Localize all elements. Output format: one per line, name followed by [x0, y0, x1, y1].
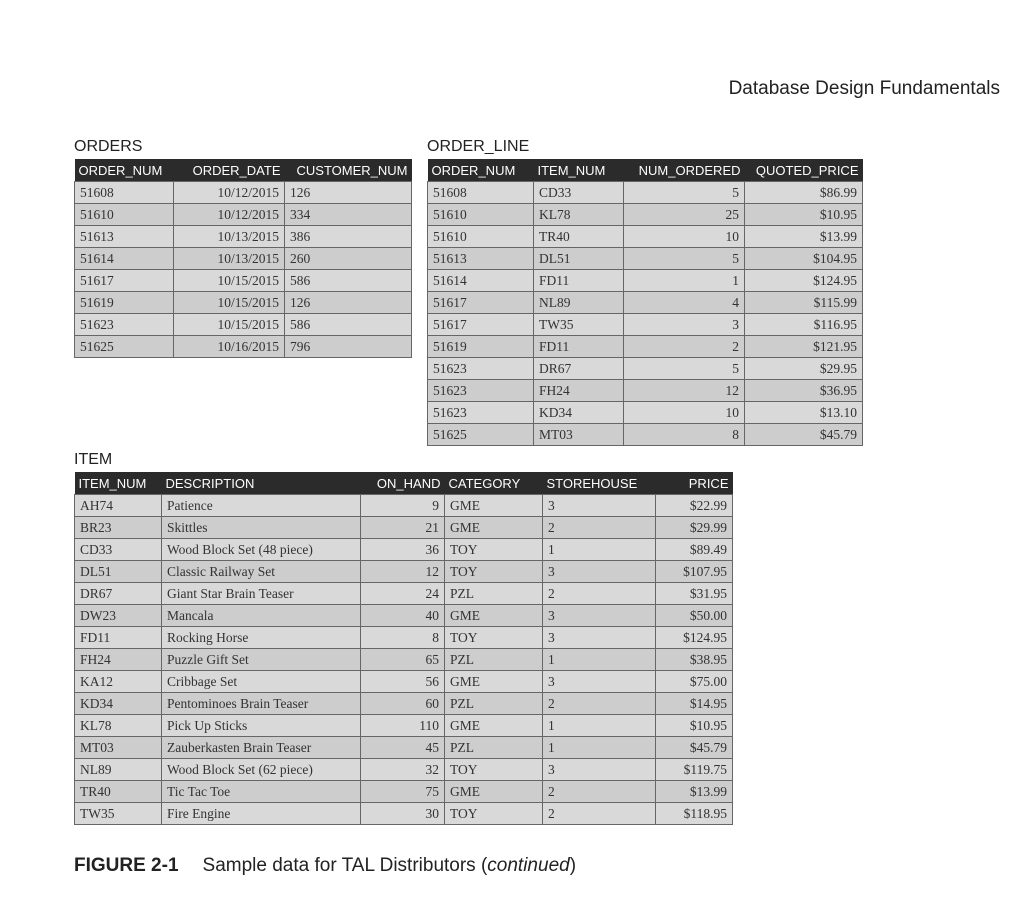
table-cell: 51610 [428, 204, 534, 226]
table-cell: 51614 [428, 270, 534, 292]
table-cell: 2 [543, 803, 656, 825]
table-cell: 51613 [75, 226, 174, 248]
table-cell: GME [445, 495, 543, 517]
table-cell: 2 [543, 693, 656, 715]
table-row [75, 715, 733, 737]
table-cell: FH24 [534, 380, 624, 402]
table-cell: 12 [624, 380, 745, 402]
table-cell: 10/12/2015 [174, 204, 285, 226]
table-row [75, 336, 412, 358]
table-cell: 2 [624, 336, 745, 358]
table-cell: MT03 [75, 737, 162, 759]
table-cell: Patience [162, 495, 361, 517]
table-row [75, 495, 733, 517]
table-row [75, 270, 412, 292]
table-cell: Fire Engine [162, 803, 361, 825]
table-cell: 110 [361, 715, 445, 737]
table-cell: 51625 [75, 336, 174, 358]
table-cell: TOY [445, 759, 543, 781]
table-cell: 5 [624, 182, 745, 204]
orders-header-row [75, 159, 412, 182]
column-header: DESCRIPTION [162, 472, 361, 495]
table-cell: DR67 [534, 358, 624, 380]
table-cell: TR40 [75, 781, 162, 803]
table-cell: 1 [543, 539, 656, 561]
table-cell: 126 [285, 292, 412, 314]
table-cell: 3 [543, 561, 656, 583]
table-cell: $104.95 [745, 248, 863, 270]
table-cell: GME [445, 781, 543, 803]
table-cell: 51610 [428, 226, 534, 248]
table-cell: 56 [361, 671, 445, 693]
table-cell: PZL [445, 583, 543, 605]
table-cell: $75.00 [656, 671, 733, 693]
table-cell: 24 [361, 583, 445, 605]
table-cell: GME [445, 517, 543, 539]
column-header: ITEM_NUM [75, 472, 162, 495]
table-row [75, 693, 733, 715]
table-row [428, 292, 863, 314]
table-cell: Zauberkasten Brain Teaser [162, 737, 361, 759]
table-cell: 10/15/2015 [174, 314, 285, 336]
table-cell: 796 [285, 336, 412, 358]
table-cell: 10/12/2015 [174, 182, 285, 204]
table-cell: Mancala [162, 605, 361, 627]
table-cell: 10 [624, 226, 745, 248]
table-row [75, 671, 733, 693]
item-table [74, 472, 733, 825]
table-cell: $118.95 [656, 803, 733, 825]
table-cell: GME [445, 715, 543, 737]
table-cell: 10/15/2015 [174, 270, 285, 292]
table-cell: TOY [445, 627, 543, 649]
table-cell: 386 [285, 226, 412, 248]
table-cell: DL51 [75, 561, 162, 583]
orders-table-title: ORDERS [74, 138, 143, 155]
table-cell: $50.00 [656, 605, 733, 627]
order-line-table [427, 159, 863, 446]
table-cell: 3 [543, 627, 656, 649]
table-cell: 1 [624, 270, 745, 292]
table-cell: PZL [445, 737, 543, 759]
table-row [428, 380, 863, 402]
orders-table [74, 159, 412, 358]
table-cell: $38.95 [656, 649, 733, 671]
column-header: ORDER_NUM [75, 159, 174, 182]
table-cell: 36 [361, 539, 445, 561]
table-cell: 51608 [75, 182, 174, 204]
table-cell: TOY [445, 539, 543, 561]
table-row [75, 605, 733, 627]
table-row [428, 182, 863, 204]
table-row [428, 424, 863, 446]
table-cell: 586 [285, 270, 412, 292]
table-cell: 3 [543, 495, 656, 517]
table-cell: 51617 [428, 314, 534, 336]
table-row [75, 737, 733, 759]
table-cell: $45.79 [745, 424, 863, 446]
table-row [75, 292, 412, 314]
table-cell: Wood Block Set (62 piece) [162, 759, 361, 781]
table-row [75, 649, 733, 671]
table-cell: $89.49 [656, 539, 733, 561]
table-cell: TOY [445, 803, 543, 825]
column-header: QUOTED_PRICE [745, 159, 863, 182]
table-cell: 3 [624, 314, 745, 336]
table-cell: FD11 [534, 336, 624, 358]
caption-continued: continued [487, 855, 570, 876]
table-cell: $13.99 [745, 226, 863, 248]
table-cell: 10/15/2015 [174, 292, 285, 314]
table-cell: TR40 [534, 226, 624, 248]
column-header: CATEGORY [445, 472, 543, 495]
table-cell: FD11 [534, 270, 624, 292]
table-cell: 2 [543, 583, 656, 605]
table-cell: $13.10 [745, 402, 863, 424]
table-cell: 10/13/2015 [174, 248, 285, 270]
order-line-header-row [428, 159, 863, 182]
figure-caption [74, 855, 576, 877]
table-cell: Wood Block Set (48 piece) [162, 539, 361, 561]
table-cell: 75 [361, 781, 445, 803]
table-cell: 51625 [428, 424, 534, 446]
table-row [75, 248, 412, 270]
table-row [428, 402, 863, 424]
table-cell: 25 [624, 204, 745, 226]
table-row [428, 314, 863, 336]
table-cell: 2 [543, 781, 656, 803]
table-row [75, 583, 733, 605]
table-cell: $10.95 [745, 204, 863, 226]
table-cell: 334 [285, 204, 412, 226]
table-cell: 51613 [428, 248, 534, 270]
table-cell: DW23 [75, 605, 162, 627]
table-cell: 51614 [75, 248, 174, 270]
table-cell: GME [445, 671, 543, 693]
table-cell: 12 [361, 561, 445, 583]
table-cell: 65 [361, 649, 445, 671]
table-cell: 5 [624, 248, 745, 270]
order-line-body [428, 182, 863, 446]
table-cell: Skittles [162, 517, 361, 539]
table-cell: 60 [361, 693, 445, 715]
table-cell: $116.95 [745, 314, 863, 336]
table-cell: MT03 [534, 424, 624, 446]
table-row [428, 204, 863, 226]
table-row [75, 226, 412, 248]
column-header: ITEM_NUM [534, 159, 624, 182]
table-row [75, 561, 733, 583]
table-cell: $107.95 [656, 561, 733, 583]
table-cell: 45 [361, 737, 445, 759]
table-cell: 1 [543, 737, 656, 759]
table-row [428, 270, 863, 292]
table-cell: KL78 [534, 204, 624, 226]
table-cell: 586 [285, 314, 412, 336]
table-cell: 4 [624, 292, 745, 314]
table-cell: TW35 [534, 314, 624, 336]
table-cell: Classic Railway Set [162, 561, 361, 583]
table-cell: $121.95 [745, 336, 863, 358]
table-cell: Puzzle Gift Set [162, 649, 361, 671]
column-header: CUSTOMER_NUM [285, 159, 412, 182]
column-header: NUM_ORDERED [624, 159, 745, 182]
column-header: ORDER_NUM [428, 159, 534, 182]
table-row [75, 539, 733, 561]
table-cell: $14.95 [656, 693, 733, 715]
table-cell: 51623 [428, 380, 534, 402]
table-row [75, 781, 733, 803]
table-cell: 1 [543, 715, 656, 737]
table-cell: $119.75 [656, 759, 733, 781]
table-cell: FD11 [75, 627, 162, 649]
table-cell: 51623 [428, 402, 534, 424]
table-cell: $45.79 [656, 737, 733, 759]
figure-label: FIGURE 2-1 [74, 855, 179, 876]
table-row [428, 248, 863, 270]
table-cell: 126 [285, 182, 412, 204]
table-cell: 40 [361, 605, 445, 627]
table-cell: CD33 [75, 539, 162, 561]
table-cell: GME [445, 605, 543, 627]
table-cell: 10/16/2015 [174, 336, 285, 358]
table-cell: 1 [543, 649, 656, 671]
order-line-table-title: ORDER_LINE [427, 138, 530, 155]
table-cell: BR23 [75, 517, 162, 539]
table-row [428, 336, 863, 358]
table-cell: PZL [445, 693, 543, 715]
caption-close: ) [569, 855, 577, 876]
table-row [428, 226, 863, 248]
table-cell: 51617 [428, 292, 534, 314]
table-cell: 32 [361, 759, 445, 781]
table-cell: 5 [624, 358, 745, 380]
table-cell: 8 [361, 627, 445, 649]
table-row [75, 803, 733, 825]
table-cell: NL89 [534, 292, 624, 314]
table-cell: 3 [543, 605, 656, 627]
table-cell: 30 [361, 803, 445, 825]
table-cell: 8 [624, 424, 745, 446]
table-cell: $13.99 [656, 781, 733, 803]
table-row [75, 314, 412, 336]
table-cell: 51610 [75, 204, 174, 226]
table-cell: 21 [361, 517, 445, 539]
table-cell: 9 [361, 495, 445, 517]
table-cell: AH74 [75, 495, 162, 517]
table-row [75, 517, 733, 539]
table-cell: Rocking Horse [162, 627, 361, 649]
table-cell: $29.95 [745, 358, 863, 380]
table-cell: KA12 [75, 671, 162, 693]
table-cell: DR67 [75, 583, 162, 605]
table-cell: $36.95 [745, 380, 863, 402]
table-cell: 260 [285, 248, 412, 270]
table-cell: $22.99 [656, 495, 733, 517]
table-row [428, 358, 863, 380]
table-cell: DL51 [534, 248, 624, 270]
page-header-title: Database Design Fundamentals [728, 78, 1000, 99]
item-header-row [75, 472, 733, 495]
table-cell: $29.99 [656, 517, 733, 539]
table-row [75, 204, 412, 226]
table-cell: 3 [543, 759, 656, 781]
table-cell: Pick Up Sticks [162, 715, 361, 737]
table-row [75, 182, 412, 204]
table-cell: 10 [624, 402, 745, 424]
item-body [75, 495, 733, 825]
table-cell: $31.95 [656, 583, 733, 605]
column-header: STOREHOUSE [543, 472, 656, 495]
table-cell: PZL [445, 649, 543, 671]
table-cell: Tic Tac Toe [162, 781, 361, 803]
table-cell: 51619 [75, 292, 174, 314]
table-cell: 10/13/2015 [174, 226, 285, 248]
table-cell: CD33 [534, 182, 624, 204]
column-header: ORDER_DATE [174, 159, 285, 182]
table-cell: 51619 [428, 336, 534, 358]
table-cell: 51623 [428, 358, 534, 380]
table-cell: $10.95 [656, 715, 733, 737]
table-cell: 2 [543, 517, 656, 539]
table-cell: Giant Star Brain Teaser [162, 583, 361, 605]
table-cell: TOY [445, 561, 543, 583]
column-header: PRICE [656, 472, 733, 495]
table-cell: Cribbage Set [162, 671, 361, 693]
table-cell: 51617 [75, 270, 174, 292]
table-cell: FH24 [75, 649, 162, 671]
table-cell: $86.99 [745, 182, 863, 204]
table-row [75, 627, 733, 649]
table-cell: $115.99 [745, 292, 863, 314]
item-table-title: ITEM [74, 451, 113, 468]
orders-body [75, 182, 412, 358]
table-cell: KD34 [75, 693, 162, 715]
table-cell: KL78 [75, 715, 162, 737]
table-cell: $124.95 [745, 270, 863, 292]
table-cell: Pentominoes Brain Teaser [162, 693, 361, 715]
table-cell: 51608 [428, 182, 534, 204]
table-row [75, 759, 733, 781]
table-cell: $124.95 [656, 627, 733, 649]
table-cell: TW35 [75, 803, 162, 825]
table-cell: 3 [543, 671, 656, 693]
table-cell: NL89 [75, 759, 162, 781]
table-cell: KD34 [534, 402, 624, 424]
column-header: ON_HAND [361, 472, 445, 495]
caption-text: Sample data for TAL Distributors ( [202, 855, 488, 876]
table-cell: 51623 [75, 314, 174, 336]
